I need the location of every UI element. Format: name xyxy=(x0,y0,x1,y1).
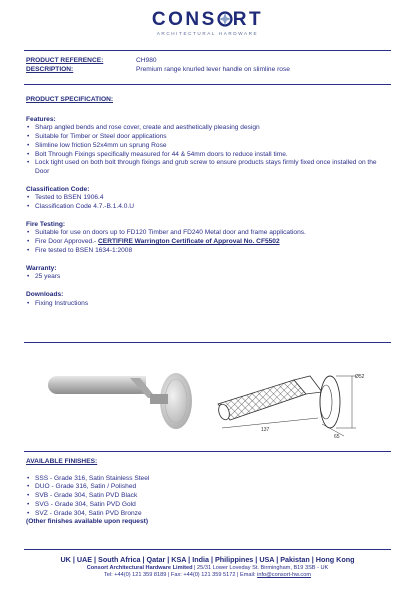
warranty-heading: Warranty: xyxy=(26,264,57,272)
footer-company xyxy=(0,565,415,572)
list-item: • Suitable for use on doors up to FD120 Timber and FD240 Metal door and frame applications. xyxy=(26,229,390,238)
warranty-list xyxy=(26,273,390,282)
logo-text-right: RT xyxy=(232,9,264,30)
downloads-list xyxy=(26,300,390,309)
product-specification xyxy=(26,96,390,308)
description-value: Premium range knurled lever handle on slimline rose xyxy=(136,65,290,73)
list-item: • DUO - Grade 316, Satin / Polished xyxy=(26,483,390,492)
list-item: • Lock tight used on both bolt through fixings and grub screw to ensure products stays firmly fixed once installed on the Door xyxy=(26,159,390,176)
downloads-heading: Downloads: xyxy=(26,290,64,298)
list-item: • SSS - Grade 316, Satin Stainless Steel xyxy=(26,475,390,484)
technical-drawing xyxy=(217,374,365,440)
list-item: • Classification Code 4.7.-B.1.4.0.U xyxy=(26,203,390,212)
product-illustration xyxy=(26,358,390,448)
list-item: • Bolt Through Fixings specifically measured for 44 & 54mm doors to reduce install time. xyxy=(26,151,390,160)
product-reference-value: CH980 xyxy=(136,57,157,64)
reference-divider xyxy=(24,84,391,85)
product-reference-block xyxy=(26,57,386,74)
classification-list xyxy=(26,194,390,211)
certifire-certificate-link[interactable]: CERTIFIRE Warrington Certificate of Approval No. CF5502 xyxy=(98,238,280,246)
list-item: • Suitable for Timber or Steel door applications xyxy=(26,133,390,142)
rose-diameter-label: Ø52 xyxy=(355,374,365,380)
fire-testing-list xyxy=(26,229,390,255)
fire-testing-section xyxy=(26,221,390,256)
list-item: • SVZ - Grade 304, Satin PVD Bronze xyxy=(26,510,390,519)
image-divider xyxy=(24,451,391,452)
list-item xyxy=(26,238,390,247)
logo-text-left: CONS xyxy=(151,9,217,30)
lever-photo xyxy=(48,373,192,429)
header-divider xyxy=(24,50,391,51)
finishes-list xyxy=(26,475,390,519)
features-list xyxy=(26,124,390,176)
list-item: • Slimline low friction 52x4mm un sprung Rose xyxy=(26,142,390,151)
logo-o-mark-icon xyxy=(217,11,233,27)
footer-divider xyxy=(24,549,391,550)
finishes-heading: AVAILABLE FINISHES: xyxy=(26,458,98,465)
product-image-area xyxy=(26,358,390,448)
warranty-section xyxy=(26,265,390,282)
classification-heading: Classification Code: xyxy=(26,185,90,193)
spec-divider xyxy=(24,342,391,343)
fire-testing-heading: Fire Testing: xyxy=(26,220,66,228)
contact-numbers: Tel: +44(0) 121 359 8189 | Fax: +44(0) 121 359 5172 | Email: xyxy=(104,571,258,578)
features-section xyxy=(26,116,390,177)
available-finishes xyxy=(26,458,390,527)
logo-wordmark xyxy=(0,10,415,29)
brand-logo xyxy=(0,10,415,37)
description-label: DESCRIPTION: xyxy=(26,65,74,73)
footer-contact xyxy=(0,572,415,579)
list-item: • SVB - Grade 304, Satin PVD Black xyxy=(26,492,390,501)
footer-countries: UK | UAE | South Africa | Qatar | KSA | India | Philippines | USA | Pakistan | Hong Kong xyxy=(60,555,355,564)
footer xyxy=(0,555,415,579)
fire-approval-prefix: Fire Door Approved.- xyxy=(35,238,99,246)
lever-length-label: 137 xyxy=(261,427,270,433)
company-name: Consort Architectural Hardware Limited xyxy=(86,564,193,571)
features-heading: Features: xyxy=(26,115,56,123)
list-item: • Sharp angled bends and rose cover, create and aesthetically pleasing design xyxy=(26,124,390,133)
list-item: • Fire tested to BSEN 1634-1:2008 xyxy=(26,247,390,256)
list-item: • SVG - Grade 304, Satin PVD Gold xyxy=(26,501,390,510)
product-reference-label: PRODUCT REFERENCE: xyxy=(26,57,104,64)
list-item: • Tested to BSEN 1906.4 xyxy=(26,194,390,203)
downloads-section xyxy=(26,291,390,308)
classification-section xyxy=(26,186,390,212)
company-address: | 25/31 Lower Loveday St. Birmingham, B19 3SB - UK xyxy=(192,564,329,571)
list-item: • 25 years xyxy=(26,273,390,282)
finishes-note: (Other finishes available upon request) xyxy=(26,518,149,526)
spec-heading: PRODUCT SPECIFICATION: xyxy=(26,96,114,103)
email-link[interactable]: info@consort-hw.com xyxy=(257,571,311,578)
projection-label: 65 xyxy=(334,434,340,440)
fixing-instructions-link[interactable]: • Fixing Instructions xyxy=(26,300,390,309)
logo-tagline: ARCHITECTURAL HARDWARE xyxy=(156,31,259,36)
